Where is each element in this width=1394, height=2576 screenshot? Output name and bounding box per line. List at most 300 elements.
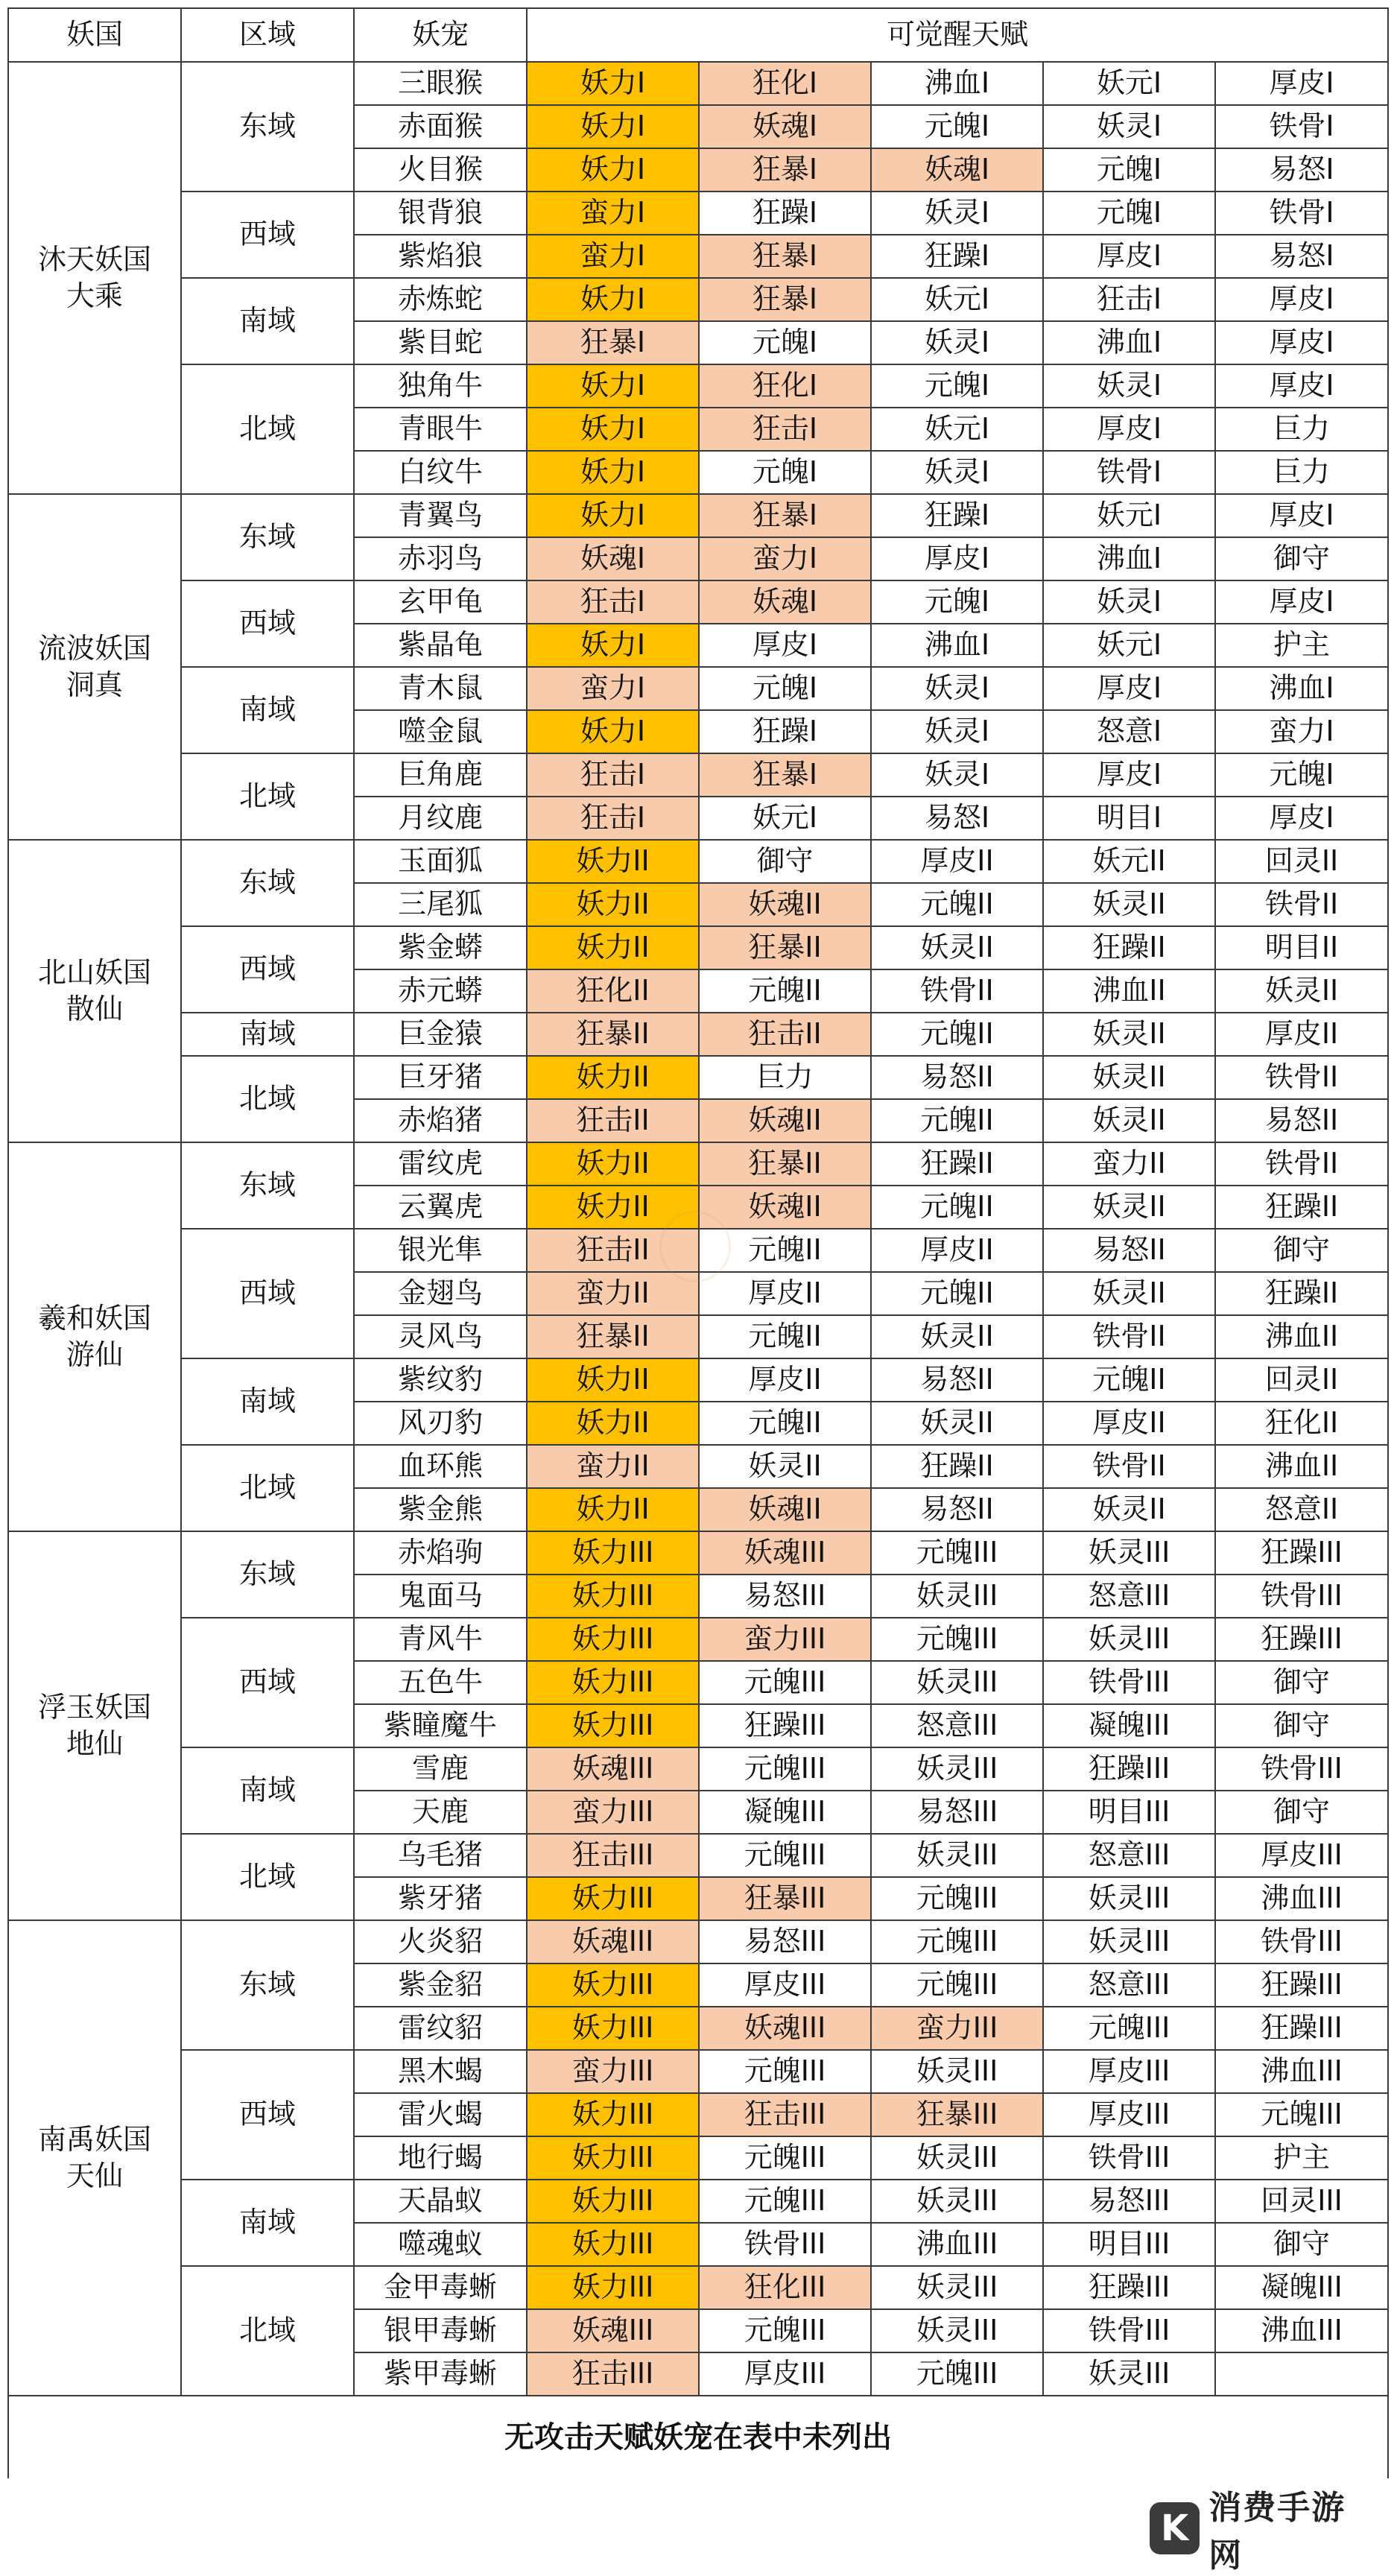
talent-cell: 妖灵II bbox=[699, 1445, 871, 1488]
talent-cell: 易怒II bbox=[871, 1358, 1043, 1402]
talent-cell: 狂暴I bbox=[527, 321, 699, 364]
talent-cell: 狂化III bbox=[699, 2266, 871, 2309]
talent-cell: 妖灵III bbox=[871, 2309, 1043, 2352]
talent-cell: 御守 bbox=[1215, 1229, 1388, 1272]
talent-cell: 元魄I bbox=[1043, 192, 1215, 235]
talent-cell: 狂躁III bbox=[1043, 1747, 1215, 1791]
region-cell: 东域 bbox=[181, 1142, 354, 1229]
talent-cell: 狂击II bbox=[699, 1013, 871, 1056]
talent-cell: 厚皮II bbox=[871, 840, 1043, 883]
talent-cell: 妖灵II bbox=[871, 1402, 1043, 1445]
talent-cell: 沸血III bbox=[1215, 2309, 1388, 2352]
talent-cell: 蛮力I bbox=[1215, 710, 1388, 753]
talent-cell: 御守 bbox=[699, 840, 871, 883]
talent-cell: 蛮力I bbox=[527, 667, 699, 710]
talent-cell: 铁骨II bbox=[1215, 883, 1388, 926]
region-cell: 北域 bbox=[181, 1834, 354, 1920]
talent-cell: 狂躁III bbox=[1215, 1618, 1388, 1661]
talent-cell: 妖力III bbox=[527, 1877, 699, 1920]
talent-cell: 厚皮I bbox=[1215, 494, 1388, 537]
talent-cell: 铁骨II bbox=[871, 969, 1043, 1013]
talent-cell: 易怒II bbox=[1043, 1229, 1215, 1272]
talent-cell: 狂躁III bbox=[699, 1704, 871, 1747]
talent-cell: 元魄III bbox=[699, 2136, 871, 2180]
talent-cell: 妖魂II bbox=[699, 1099, 871, 1142]
talent-cell: 妖力I bbox=[527, 62, 699, 105]
table-row bbox=[8, 667, 1388, 710]
region-cell: 北域 bbox=[181, 753, 354, 840]
talent-cell: 元魄II bbox=[871, 1272, 1043, 1315]
region-cell: 北域 bbox=[181, 364, 354, 494]
talent-cell: 易怒III bbox=[1043, 2180, 1215, 2223]
watermark-icon bbox=[659, 1211, 731, 1282]
table-row bbox=[8, 1747, 1388, 1791]
table-row bbox=[8, 1531, 1388, 1575]
talent-cell: 狂暴III bbox=[871, 2093, 1043, 2136]
talent-cell: 铁骨III bbox=[1043, 1661, 1215, 1704]
talent-cell bbox=[1215, 2352, 1388, 2396]
talent-cell: 妖元I bbox=[871, 278, 1043, 321]
table-row bbox=[8, 580, 1388, 624]
pet-name-cell: 紫瞳魔牛 bbox=[354, 1704, 527, 1747]
pet-name-cell: 独角牛 bbox=[354, 364, 527, 408]
talent-cell: 蛮力III bbox=[871, 2007, 1043, 2050]
header-row bbox=[8, 8, 1388, 62]
pet-name-cell: 赤炼蛇 bbox=[354, 278, 527, 321]
talent-cell: 沸血I bbox=[1215, 667, 1388, 710]
talent-cell: 回灵II bbox=[1215, 840, 1388, 883]
talent-cell: 元魄I bbox=[699, 451, 871, 494]
pet-name-cell: 紫甲毒蜥 bbox=[354, 2352, 527, 2396]
talent-cell: 易怒I bbox=[1215, 148, 1388, 192]
talent-cell: 沸血I bbox=[871, 62, 1043, 105]
talent-cell: 铁骨III bbox=[699, 2223, 871, 2266]
pet-name-cell: 紫晶龟 bbox=[354, 624, 527, 667]
talent-cell: 妖力II bbox=[527, 1402, 699, 1445]
talent-cell: 回灵II bbox=[1215, 1358, 1388, 1402]
talent-cell: 狂躁II bbox=[871, 1142, 1043, 1186]
talent-cell: 妖灵III bbox=[1043, 1618, 1215, 1661]
talent-cell: 狂击II bbox=[527, 1099, 699, 1142]
table-row bbox=[8, 2266, 1388, 2309]
talent-cell: 元魄III bbox=[699, 2050, 871, 2093]
talent-cell: 易怒I bbox=[1215, 235, 1388, 278]
region-cell: 东域 bbox=[181, 1531, 354, 1618]
talent-cell: 妖魂II bbox=[699, 883, 871, 926]
pet-name-cell: 赤焰驹 bbox=[354, 1531, 527, 1575]
talent-cell: 妖元I bbox=[1043, 62, 1215, 105]
talent-cell: 元魄II bbox=[699, 969, 871, 1013]
pet-name-cell: 月纹鹿 bbox=[354, 797, 527, 840]
talent-cell: 妖灵III bbox=[871, 1575, 1043, 1618]
talent-cell: 铁骨II bbox=[1043, 1445, 1215, 1488]
talent-cell: 御守 bbox=[1215, 2223, 1388, 2266]
talent-cell: 厚皮III bbox=[1043, 2050, 1215, 2093]
talent-cell: 妖灵III bbox=[871, 1747, 1043, 1791]
talent-cell: 妖元I bbox=[1043, 494, 1215, 537]
talent-cell: 妖力II bbox=[527, 883, 699, 926]
pet-name-cell: 火炎貂 bbox=[354, 1920, 527, 1963]
table-row bbox=[8, 1618, 1388, 1661]
talent-cell: 妖魂I bbox=[699, 580, 871, 624]
talent-cell: 元魄II bbox=[871, 883, 1043, 926]
talent-cell: 回灵III bbox=[1215, 2180, 1388, 2223]
talent-cell: 妖魂I bbox=[699, 105, 871, 148]
talent-cell: 妖灵I bbox=[871, 753, 1043, 797]
table-row bbox=[8, 1834, 1388, 1877]
talent-cell: 妖灵III bbox=[1043, 1920, 1215, 1963]
talent-cell: 妖力II bbox=[527, 926, 699, 969]
region-cell: 东域 bbox=[181, 494, 354, 580]
talent-cell: 妖力I bbox=[527, 494, 699, 537]
pet-name-cell: 银背狼 bbox=[354, 192, 527, 235]
talent-cell: 元魄III bbox=[871, 1877, 1043, 1920]
talent-cell: 妖元I bbox=[871, 408, 1043, 451]
talent-cell: 怒意I bbox=[1043, 710, 1215, 753]
talent-cell: 沸血I bbox=[1043, 321, 1215, 364]
pet-name-cell: 玉面狐 bbox=[354, 840, 527, 883]
pet-name-cell: 黑木蝎 bbox=[354, 2050, 527, 2093]
pet-name-cell: 三尾狐 bbox=[354, 883, 527, 926]
table-row bbox=[8, 62, 1388, 105]
table-row bbox=[8, 753, 1388, 797]
talent-cell: 怒意II bbox=[1215, 1488, 1388, 1531]
region-cell: 东域 bbox=[181, 840, 354, 926]
talent-cell: 厚皮III bbox=[1215, 1834, 1388, 1877]
pet-name-cell: 金甲毒蜥 bbox=[354, 2266, 527, 2309]
talent-cell: 妖魂III bbox=[527, 1920, 699, 1963]
table-row bbox=[8, 1920, 1388, 1963]
talent-cell: 妖力II bbox=[527, 1056, 699, 1099]
region-cell: 西域 bbox=[181, 1618, 354, 1747]
table-row bbox=[8, 1445, 1388, 1488]
region-cell: 北域 bbox=[181, 1445, 354, 1531]
talent-cell: 元魄I bbox=[871, 105, 1043, 148]
talent-cell: 沸血III bbox=[1215, 2050, 1388, 2093]
pet-name-cell: 赤羽鸟 bbox=[354, 537, 527, 580]
pet-name-cell: 紫金熊 bbox=[354, 1488, 527, 1531]
region-cell: 南域 bbox=[181, 2180, 354, 2266]
talent-cell: 元魄II bbox=[871, 1099, 1043, 1142]
pet-name-cell: 紫金蟒 bbox=[354, 926, 527, 969]
region-cell: 南域 bbox=[181, 1358, 354, 1445]
talent-cell: 妖力III bbox=[527, 1704, 699, 1747]
talent-cell: 妖力I bbox=[527, 364, 699, 408]
talent-cell: 狂躁III bbox=[1215, 1531, 1388, 1575]
talent-cell: 蛮力II bbox=[527, 1445, 699, 1488]
talent-cell: 妖灵II bbox=[1043, 1013, 1215, 1056]
kingdom-cell: 北山妖国 散仙 bbox=[8, 840, 181, 1142]
talent-cell: 易怒I bbox=[871, 797, 1043, 840]
talent-cell: 妖力III bbox=[527, 1661, 699, 1704]
pet-name-cell: 云翼虎 bbox=[354, 1186, 527, 1229]
talent-cell: 妖力I bbox=[527, 278, 699, 321]
header-region: 区域 bbox=[181, 8, 354, 62]
talent-cell: 易怒III bbox=[699, 1575, 871, 1618]
talent-cell: 妖魂I bbox=[527, 537, 699, 580]
talent-cell: 狂击I bbox=[699, 408, 871, 451]
pet-name-cell: 巨金猿 bbox=[354, 1013, 527, 1056]
talent-cell: 凝魄III bbox=[1215, 2266, 1388, 2309]
pet-name-cell: 银光隼 bbox=[354, 1229, 527, 1272]
talent-cell: 元魄III bbox=[871, 1618, 1043, 1661]
table-row bbox=[8, 494, 1388, 537]
talent-cell: 元魄III bbox=[871, 1920, 1043, 1963]
talent-cell: 狂躁II bbox=[1043, 926, 1215, 969]
talent-cell: 怒意III bbox=[1043, 1963, 1215, 2007]
talent-cell: 元魄II bbox=[871, 1013, 1043, 1056]
header-kingdom: 妖国 bbox=[8, 8, 181, 62]
pet-name-cell: 白纹牛 bbox=[354, 451, 527, 494]
talent-cell: 铁骨II bbox=[1043, 1315, 1215, 1358]
talent-cell: 妖力III bbox=[527, 2093, 699, 2136]
kingdom-cell: 沐天妖国 大乘 bbox=[8, 62, 181, 494]
talent-cell: 易怒II bbox=[1215, 1099, 1388, 1142]
talent-cell: 御守 bbox=[1215, 1704, 1388, 1747]
pet-name-cell: 赤焰猪 bbox=[354, 1099, 527, 1142]
talent-cell: 妖灵I bbox=[1043, 364, 1215, 408]
footer-row bbox=[8, 2396, 1388, 2478]
talent-cell: 妖灵I bbox=[871, 321, 1043, 364]
talent-cell: 妖力I bbox=[527, 624, 699, 667]
talent-cell: 妖力II bbox=[527, 1142, 699, 1186]
pet-name-cell: 青眼牛 bbox=[354, 408, 527, 451]
talent-cell: 妖力III bbox=[527, 1531, 699, 1575]
pet-name-cell: 雪鹿 bbox=[354, 1747, 527, 1791]
talent-cell: 元魄III bbox=[699, 1747, 871, 1791]
pet-name-cell: 青翼鸟 bbox=[354, 494, 527, 537]
talent-cell: 妖灵I bbox=[871, 667, 1043, 710]
region-cell: 北域 bbox=[181, 1056, 354, 1142]
talent-cell: 狂击I bbox=[527, 580, 699, 624]
footer-note: 无攻击天赋妖宠在表中未列出 bbox=[8, 2396, 1388, 2478]
talent-cell: 狂躁I bbox=[699, 710, 871, 753]
talent-cell: 元魄II bbox=[699, 1315, 871, 1358]
talent-cell: 妖魂III bbox=[699, 2007, 871, 2050]
talent-cell: 狂躁II bbox=[1215, 1272, 1388, 1315]
talent-cell: 铁骨III bbox=[1215, 1747, 1388, 1791]
talent-cell: 厚皮I bbox=[1043, 667, 1215, 710]
talent-cell: 狂躁I bbox=[699, 192, 871, 235]
talent-cell: 铁骨I bbox=[1215, 105, 1388, 148]
talent-cell: 蛮力III bbox=[527, 2050, 699, 2093]
pet-name-cell: 灵风鸟 bbox=[354, 1315, 527, 1358]
talent-cell: 铁骨I bbox=[1215, 192, 1388, 235]
region-cell: 西域 bbox=[181, 192, 354, 278]
talent-cell: 妖灵III bbox=[1043, 1877, 1215, 1920]
region-cell: 西域 bbox=[181, 926, 354, 1013]
talent-cell: 狂击I bbox=[1043, 278, 1215, 321]
pet-name-cell: 巨牙猪 bbox=[354, 1056, 527, 1099]
kingdom-cell: 南禹妖国 天仙 bbox=[8, 1920, 181, 2396]
talent-cell: 妖灵I bbox=[1043, 105, 1215, 148]
talent-cell: 妖灵II bbox=[1043, 1488, 1215, 1531]
talent-cell: 易怒III bbox=[699, 1920, 871, 1963]
talent-cell: 狂躁II bbox=[1215, 1186, 1388, 1229]
talent-cell: 狂击III bbox=[527, 1834, 699, 1877]
region-cell: 北域 bbox=[181, 2266, 354, 2396]
talent-cell: 元魄III bbox=[871, 1963, 1043, 2007]
talent-cell: 厚皮I bbox=[1215, 321, 1388, 364]
talent-cell: 狂击II bbox=[527, 1229, 699, 1272]
pet-name-cell: 血环熊 bbox=[354, 1445, 527, 1488]
talent-cell: 妖力III bbox=[527, 2136, 699, 2180]
table-row bbox=[8, 926, 1388, 969]
pet-name-cell: 雷纹虎 bbox=[354, 1142, 527, 1186]
talent-cell: 元魄II bbox=[1043, 1358, 1215, 1402]
talent-cell: 妖力II bbox=[527, 840, 699, 883]
talent-cell: 妖元I bbox=[1043, 624, 1215, 667]
talent-cell: 元魄II bbox=[699, 1229, 871, 1272]
talent-cell: 妖魂III bbox=[699, 1531, 871, 1575]
talent-cell: 沸血II bbox=[1043, 969, 1215, 1013]
talent-cell: 妖灵III bbox=[871, 2050, 1043, 2093]
talent-cell: 明目III bbox=[1043, 1791, 1215, 1834]
talent-cell: 狂暴I bbox=[699, 235, 871, 278]
talent-cell: 元魄I bbox=[1215, 753, 1388, 797]
talent-cell: 狂躁I bbox=[871, 235, 1043, 278]
talent-cell: 御守 bbox=[1215, 1791, 1388, 1834]
talent-cell: 妖灵I bbox=[1043, 580, 1215, 624]
talent-cell: 元魄I bbox=[871, 364, 1043, 408]
table-row bbox=[8, 1013, 1388, 1056]
talent-cell: 妖魂I bbox=[871, 148, 1043, 192]
header-pet: 妖宠 bbox=[354, 8, 527, 62]
talent-cell: 妖力I bbox=[527, 710, 699, 753]
talent-cell: 妖力II bbox=[527, 1186, 699, 1229]
region-cell: 西域 bbox=[181, 1229, 354, 1358]
table-row bbox=[8, 192, 1388, 235]
talent-cell: 元魄III bbox=[871, 2352, 1043, 2396]
talent-cell: 狂暴I bbox=[699, 148, 871, 192]
pet-name-cell: 天鹿 bbox=[354, 1791, 527, 1834]
talent-cell: 蛮力III bbox=[699, 1618, 871, 1661]
pet-name-cell: 噬魂蚁 bbox=[354, 2223, 527, 2266]
talent-cell: 元魄II bbox=[871, 1186, 1043, 1229]
pet-name-cell: 银甲毒蜥 bbox=[354, 2309, 527, 2352]
talent-cell: 狂暴I bbox=[699, 278, 871, 321]
talent-cell: 铁骨III bbox=[1043, 2136, 1215, 2180]
kingdom-cell: 羲和妖国 游仙 bbox=[8, 1142, 181, 1531]
talent-cell: 妖力II bbox=[527, 1358, 699, 1402]
talent-cell: 厚皮I bbox=[1215, 580, 1388, 624]
talent-cell: 护主 bbox=[1215, 2136, 1388, 2180]
talent-cell: 妖力III bbox=[527, 2180, 699, 2223]
talent-cell: 妖灵III bbox=[871, 2266, 1043, 2309]
pet-name-cell: 五色牛 bbox=[354, 1661, 527, 1704]
table-row bbox=[8, 278, 1388, 321]
talent-cell: 铁骨III bbox=[1215, 1575, 1388, 1618]
pet-name-cell: 紫焰狼 bbox=[354, 235, 527, 278]
talent-cell: 沸血III bbox=[1215, 1877, 1388, 1920]
talent-cell: 明目II bbox=[1215, 926, 1388, 969]
talent-cell: 凝魄III bbox=[699, 1791, 871, 1834]
region-cell: 南域 bbox=[181, 278, 354, 364]
pet-name-cell: 金翅鸟 bbox=[354, 1272, 527, 1315]
region-cell: 东域 bbox=[181, 62, 354, 192]
pet-name-cell: 鬼面马 bbox=[354, 1575, 527, 1618]
talent-cell: 厚皮II bbox=[699, 1358, 871, 1402]
talent-cell: 妖灵I bbox=[871, 710, 1043, 753]
talent-cell: 怒意III bbox=[871, 1704, 1043, 1747]
talent-cell: 蛮力I bbox=[699, 537, 871, 580]
talent-cell: 狂暴II bbox=[527, 1315, 699, 1358]
talent-cell: 易怒II bbox=[871, 1056, 1043, 1099]
table-row bbox=[8, 2050, 1388, 2093]
site-logo bbox=[1150, 2489, 1373, 2575]
talent-cell: 厚皮I bbox=[1215, 364, 1388, 408]
talent-cell: 元魄II bbox=[699, 1402, 871, 1445]
talent-cell: 妖力III bbox=[527, 1575, 699, 1618]
talent-cell: 妖魂II bbox=[699, 1488, 871, 1531]
talent-cell: 妖灵III bbox=[1043, 1531, 1215, 1575]
talent-cell: 易怒II bbox=[871, 1488, 1043, 1531]
talent-cell: 厚皮I bbox=[1043, 408, 1215, 451]
talent-cell: 妖力I bbox=[527, 408, 699, 451]
talent-cell: 蛮力I bbox=[527, 192, 699, 235]
talent-cell: 元魄III bbox=[699, 1661, 871, 1704]
talent-cell: 沸血II bbox=[1215, 1315, 1388, 1358]
talent-cell: 护主 bbox=[1215, 624, 1388, 667]
talent-cell: 沸血I bbox=[871, 624, 1043, 667]
talent-cell: 元魄III bbox=[699, 1834, 871, 1877]
talent-cell: 巨力 bbox=[1215, 408, 1388, 451]
talent-cell: 明目III bbox=[1043, 2223, 1215, 2266]
talent-cell: 妖灵III bbox=[871, 2180, 1043, 2223]
region-cell: 东域 bbox=[181, 1920, 354, 2050]
talent-cell: 狂暴III bbox=[699, 1877, 871, 1920]
talent-cell: 妖灵II bbox=[1043, 1186, 1215, 1229]
talent-cell: 御守 bbox=[1215, 1661, 1388, 1704]
logo-mark-icon: K bbox=[1150, 2502, 1200, 2554]
talent-cell: 怒意III bbox=[1043, 1575, 1215, 1618]
talent-cell: 元魄III bbox=[699, 2309, 871, 2352]
talent-cell: 狂化II bbox=[1215, 1402, 1388, 1445]
pet-name-cell: 紫金貂 bbox=[354, 1963, 527, 2007]
talent-cell: 狂暴I bbox=[699, 753, 871, 797]
pet-name-cell: 巨角鹿 bbox=[354, 753, 527, 797]
talent-cell: 巨力 bbox=[1215, 451, 1388, 494]
talent-cell: 妖灵II bbox=[1043, 1099, 1215, 1142]
talent-cell: 狂暴II bbox=[699, 1142, 871, 1186]
talent-cell: 蛮力I bbox=[527, 235, 699, 278]
talent-cell: 妖魂III bbox=[527, 2309, 699, 2352]
talent-cell: 铁骨II bbox=[1215, 1142, 1388, 1186]
talent-cell: 厚皮III bbox=[699, 2352, 871, 2396]
talent-cell: 元魄I bbox=[871, 580, 1043, 624]
talent-cell: 妖灵II bbox=[1043, 1056, 1215, 1099]
talent-cell: 妖力I bbox=[527, 451, 699, 494]
pet-name-cell: 风刃豹 bbox=[354, 1402, 527, 1445]
pet-name-cell: 雷纹貂 bbox=[354, 2007, 527, 2050]
talent-cell: 狂击I bbox=[527, 797, 699, 840]
talent-cell: 妖灵II bbox=[1215, 969, 1388, 1013]
talent-cell: 明目I bbox=[1043, 797, 1215, 840]
talent-cell: 妖力III bbox=[527, 2223, 699, 2266]
pet-name-cell: 乌毛猪 bbox=[354, 1834, 527, 1877]
talent-cell: 狂暴II bbox=[527, 1013, 699, 1056]
talent-cell: 厚皮I bbox=[871, 537, 1043, 580]
talent-cell: 妖灵II bbox=[871, 926, 1043, 969]
pet-name-cell: 火目猴 bbox=[354, 148, 527, 192]
talent-cell: 蛮力II bbox=[1043, 1142, 1215, 1186]
talent-cell: 厚皮II bbox=[1043, 1402, 1215, 1445]
talent-cell: 厚皮I bbox=[1043, 235, 1215, 278]
talent-cell: 妖灵I bbox=[871, 192, 1043, 235]
talent-cell: 狂化I bbox=[699, 364, 871, 408]
talent-cell: 沸血I bbox=[1043, 537, 1215, 580]
table-row bbox=[8, 364, 1388, 408]
